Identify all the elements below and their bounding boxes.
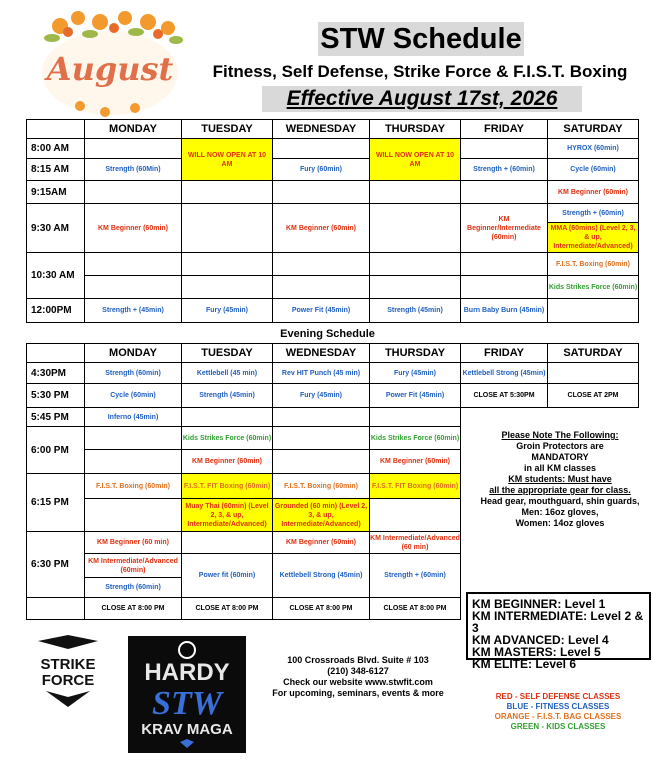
svg-text:STRIKE: STRIKE bbox=[40, 656, 96, 673]
schedule-cell bbox=[85, 139, 182, 159]
schedule-cell bbox=[182, 204, 273, 253]
schedule-cell: KM Beginner (60min) bbox=[370, 450, 461, 474]
day-header: WEDNESDAY bbox=[273, 344, 370, 363]
schedule-cell: F.I.S.T. FIT Boxing (60min) bbox=[182, 474, 273, 499]
schedule-cell bbox=[370, 408, 461, 427]
time-label bbox=[27, 598, 85, 620]
schedule-cell: Muay Thai (60min) (Level 2, 3, & up, Intermediate/Advanced) bbox=[182, 499, 273, 532]
level-item: KM ELITE: Level 6 bbox=[472, 657, 577, 671]
level-item: KM INTERMEDIATE: Level 2 & 3 bbox=[472, 609, 644, 635]
schedule-cell bbox=[273, 253, 370, 276]
day-header: FRIDAY bbox=[461, 120, 548, 139]
schedule-cell: Kids Strikes Force (60min) bbox=[548, 276, 639, 299]
schedule-cell bbox=[85, 253, 182, 276]
time-label: 8:15 AM bbox=[27, 159, 85, 181]
schedule-cell: Fury (60min) bbox=[273, 159, 370, 181]
time-label: 6:30 PM bbox=[27, 532, 85, 598]
schedule-cell: KM Beginner (60min) bbox=[85, 204, 182, 253]
note-line: Head gear, mouthguard, shin guards, bbox=[480, 496, 640, 506]
note-line: KM students: Must have bbox=[508, 474, 612, 484]
schedule-cell: CLOSE AT 8:00 PM bbox=[273, 598, 370, 620]
day-header: SATURDAY bbox=[548, 344, 639, 363]
schedule-cell bbox=[182, 532, 273, 554]
schedule-cell: Strength (60min) bbox=[85, 578, 182, 598]
level-legend bbox=[466, 592, 651, 671]
day-header: SATURDAY bbox=[548, 120, 639, 139]
schedule-cell: CLOSE AT 8:00 PM bbox=[182, 598, 273, 620]
note-line: in all KM classes bbox=[523, 463, 597, 473]
note-line: MANDATORY bbox=[531, 452, 589, 462]
time-label: 8:00 AM bbox=[27, 139, 85, 159]
schedule-cell: KM Beginner (60min) bbox=[182, 450, 273, 474]
time-label: 12:00PM bbox=[27, 299, 85, 323]
schedule-cell: Strength (60Min) bbox=[85, 159, 182, 181]
schedule-cell: MMA (60mins) (Level 2, 3, & up, Intermediate/Advanced) bbox=[548, 223, 639, 253]
schedule-cell: KM Beginner (60min) bbox=[273, 204, 370, 253]
day-header: TUESDAY bbox=[182, 344, 273, 363]
schedule-cell: Inferno (45min) bbox=[85, 408, 182, 427]
schedule-cell bbox=[85, 276, 182, 299]
day-header: FRIDAY bbox=[461, 344, 548, 363]
schedule-cell bbox=[273, 408, 370, 427]
schedule-cell bbox=[461, 276, 548, 299]
schedule-cell bbox=[85, 181, 182, 204]
schedule-cell: Strength (45min) bbox=[182, 384, 273, 408]
note-line: Groin Protectors are bbox=[516, 441, 604, 451]
schedule-cell: Strength (45min) bbox=[370, 299, 461, 323]
schedule-cell: Power Fit (45min) bbox=[273, 299, 370, 323]
events-line: For upcoming, seminars, events & more bbox=[272, 688, 444, 698]
schedule-cell bbox=[273, 450, 370, 474]
schedule-cell bbox=[370, 204, 461, 253]
svg-text:FORCE: FORCE bbox=[41, 672, 95, 689]
schedule-cell: KM Beginner/Intermediate (60min) bbox=[461, 204, 548, 253]
note-line: Women: 14oz gloves bbox=[515, 518, 605, 528]
schedule-cell bbox=[273, 139, 370, 159]
schedule-cell: Burn Baby Burn (45min) bbox=[461, 299, 548, 323]
schedule-cell: KM Beginner (60min) bbox=[273, 532, 370, 554]
svg-text:HARDY: HARDY bbox=[144, 659, 230, 686]
day-header: THURSDAY bbox=[370, 120, 461, 139]
schedule-cell bbox=[182, 181, 273, 204]
august-logo bbox=[30, 8, 190, 118]
schedule-cell: F.I.S.T. Boxing (60min) bbox=[273, 474, 370, 499]
schedule-cell: KM Beginner (60 min) bbox=[85, 532, 182, 554]
strike-force-logo bbox=[28, 635, 108, 710]
level-item: KM BEGINNER: Level 1 bbox=[472, 597, 606, 611]
time-label: 5:45 PM bbox=[27, 408, 85, 427]
header-blank bbox=[27, 120, 85, 139]
website-line: Check our website www.stwfit.com bbox=[283, 677, 433, 687]
day-header: MONDAY bbox=[85, 120, 182, 139]
schedule-cell: Grounded (60 min) (Level 2, 3, & up, Intermediate/Advanced) bbox=[273, 499, 370, 532]
schedule-cell: Kids Strikes Force (60min) bbox=[370, 427, 461, 450]
time-label: 6:00 PM bbox=[27, 427, 85, 474]
time-label: 5:30 PM bbox=[27, 384, 85, 408]
schedule-cell bbox=[370, 499, 461, 532]
schedule-cell: Strength (60min) bbox=[85, 363, 182, 384]
schedule-cell: Cycle (60min) bbox=[85, 384, 182, 408]
schedule-cell: Fury (45min) bbox=[182, 299, 273, 323]
schedule-cell: Kettlebell Strong (45min) bbox=[273, 554, 370, 598]
level-item: KM ADVANCED: Level 4 bbox=[472, 633, 609, 647]
schedule-cell bbox=[85, 427, 182, 450]
schedule-cell: Power Fit (45min) bbox=[370, 384, 461, 408]
svg-text:August: August bbox=[46, 50, 174, 88]
schedule-cell bbox=[461, 253, 548, 276]
schedule-cell bbox=[182, 276, 273, 299]
phone: (210) 348-6127 bbox=[327, 666, 389, 676]
schedule-cell: CLOSE AT 8:00 PM bbox=[85, 598, 182, 620]
time-label: 6:15 PM bbox=[27, 474, 85, 532]
note-heading: Please Note The Following: bbox=[501, 430, 619, 440]
legend-green: GREEN - KIDS CLASSES bbox=[510, 722, 606, 731]
schedule-cell bbox=[273, 427, 370, 450]
gear-note bbox=[472, 430, 648, 529]
svg-text:KRAV MAGA: KRAV MAGA bbox=[141, 721, 233, 738]
schedule-cell bbox=[461, 139, 548, 159]
schedule-cell: CLOSE AT 5:30PM bbox=[461, 384, 548, 408]
schedule-cell bbox=[85, 499, 182, 532]
schedule-cell: Strength + (60min) bbox=[548, 204, 639, 223]
schedule-cell: Fury (45min) bbox=[273, 384, 370, 408]
schedule-cell: KM Beginner (60min) bbox=[548, 181, 639, 204]
day-header: MONDAY bbox=[85, 344, 182, 363]
level-item: KM MASTERS: Level 5 bbox=[472, 645, 601, 659]
time-label: 9:30 AM bbox=[27, 204, 85, 253]
hardy-stw-logo bbox=[128, 636, 246, 753]
schedule-cell: Strength + (45min) bbox=[85, 299, 182, 323]
schedule-cell: F.I.S.T. Boxing (60min) bbox=[548, 253, 639, 276]
note-line: Men: 16oz gloves, bbox=[521, 507, 599, 517]
page-subtitle: Fitness, Self Defense, Strike Force & F.I.S.T. Boxing bbox=[212, 62, 628, 81]
schedule-cell bbox=[370, 253, 461, 276]
schedule-cell: F.I.S.T. FIT Boxing (60min) bbox=[370, 474, 461, 499]
morning-schedule-table bbox=[26, 119, 639, 323]
note-line: all the appropriate gear for class. bbox=[489, 485, 631, 495]
color-legend bbox=[478, 692, 638, 732]
schedule-cell: Fury (45min) bbox=[370, 363, 461, 384]
effective-date: Effective August 17st, 2026 bbox=[262, 86, 582, 112]
legend-red: RED - SELF DEFENSE CLASSES bbox=[495, 692, 621, 701]
schedule-cell: Rev HIT Punch (45 min) bbox=[273, 363, 370, 384]
day-header: WEDNESDAY bbox=[273, 120, 370, 139]
schedule-cell: CLOSE AT 8:00 PM bbox=[370, 598, 461, 620]
schedule-cell: WILL NOW OPEN AT 10 AM bbox=[182, 139, 273, 181]
legend-blue: BLUE - FITNESS CLASSES bbox=[506, 702, 610, 711]
schedule-cell bbox=[273, 276, 370, 299]
address-line: 100 Crossroads Blvd. Suite # 103 bbox=[287, 655, 429, 665]
time-label: 10:30 AM bbox=[27, 253, 85, 299]
schedule-cell bbox=[182, 253, 273, 276]
schedule-cell bbox=[548, 363, 639, 384]
schedule-cell bbox=[370, 276, 461, 299]
legend-orange: ORANGE - F.I.S.T. BAG CLASSES bbox=[494, 712, 622, 721]
day-header: THURSDAY bbox=[370, 344, 461, 363]
schedule-cell bbox=[461, 181, 548, 204]
time-label: 9:15AM bbox=[27, 181, 85, 204]
schedule-cell bbox=[273, 181, 370, 204]
schedule-cell bbox=[370, 181, 461, 204]
schedule-cell bbox=[182, 408, 273, 427]
svg-text:STW: STW bbox=[152, 685, 222, 722]
time-label: 4:30PM bbox=[27, 363, 85, 384]
schedule-cell: KM Intermediate/Advanced (60 min) bbox=[370, 532, 461, 554]
schedule-cell: WILL NOW OPEN AT 10 AM bbox=[370, 139, 461, 181]
schedule-cell: Kettlebell (45 min) bbox=[182, 363, 273, 384]
evening-schedule-title: Evening Schedule bbox=[280, 328, 375, 340]
schedule-cell: Power fit (60min) bbox=[182, 554, 273, 598]
schedule-cell: Kettlebell Strong (45min) bbox=[461, 363, 548, 384]
schedule-cell: CLOSE AT 2PM bbox=[548, 384, 639, 408]
contact-info bbox=[258, 655, 458, 699]
schedule-cell: HYROX (60min) bbox=[548, 139, 639, 159]
schedule-cell bbox=[548, 299, 639, 323]
schedule-cell bbox=[85, 450, 182, 474]
day-header: TUESDAY bbox=[182, 120, 273, 139]
schedule-cell: KM Intermediate/Advanced (60min) bbox=[85, 554, 182, 578]
schedule-cell: Strength + (60min) bbox=[461, 159, 548, 181]
schedule-cell: Strength + (60min) bbox=[370, 554, 461, 598]
schedule-cell: Cycle (60min) bbox=[548, 159, 639, 181]
schedule-cell: Kids Strikes Force (60min) bbox=[182, 427, 273, 450]
page-title: STW Schedule bbox=[318, 22, 524, 56]
header-blank bbox=[27, 344, 85, 363]
schedule-cell: F.I.S.T. Boxing (60min) bbox=[85, 474, 182, 499]
